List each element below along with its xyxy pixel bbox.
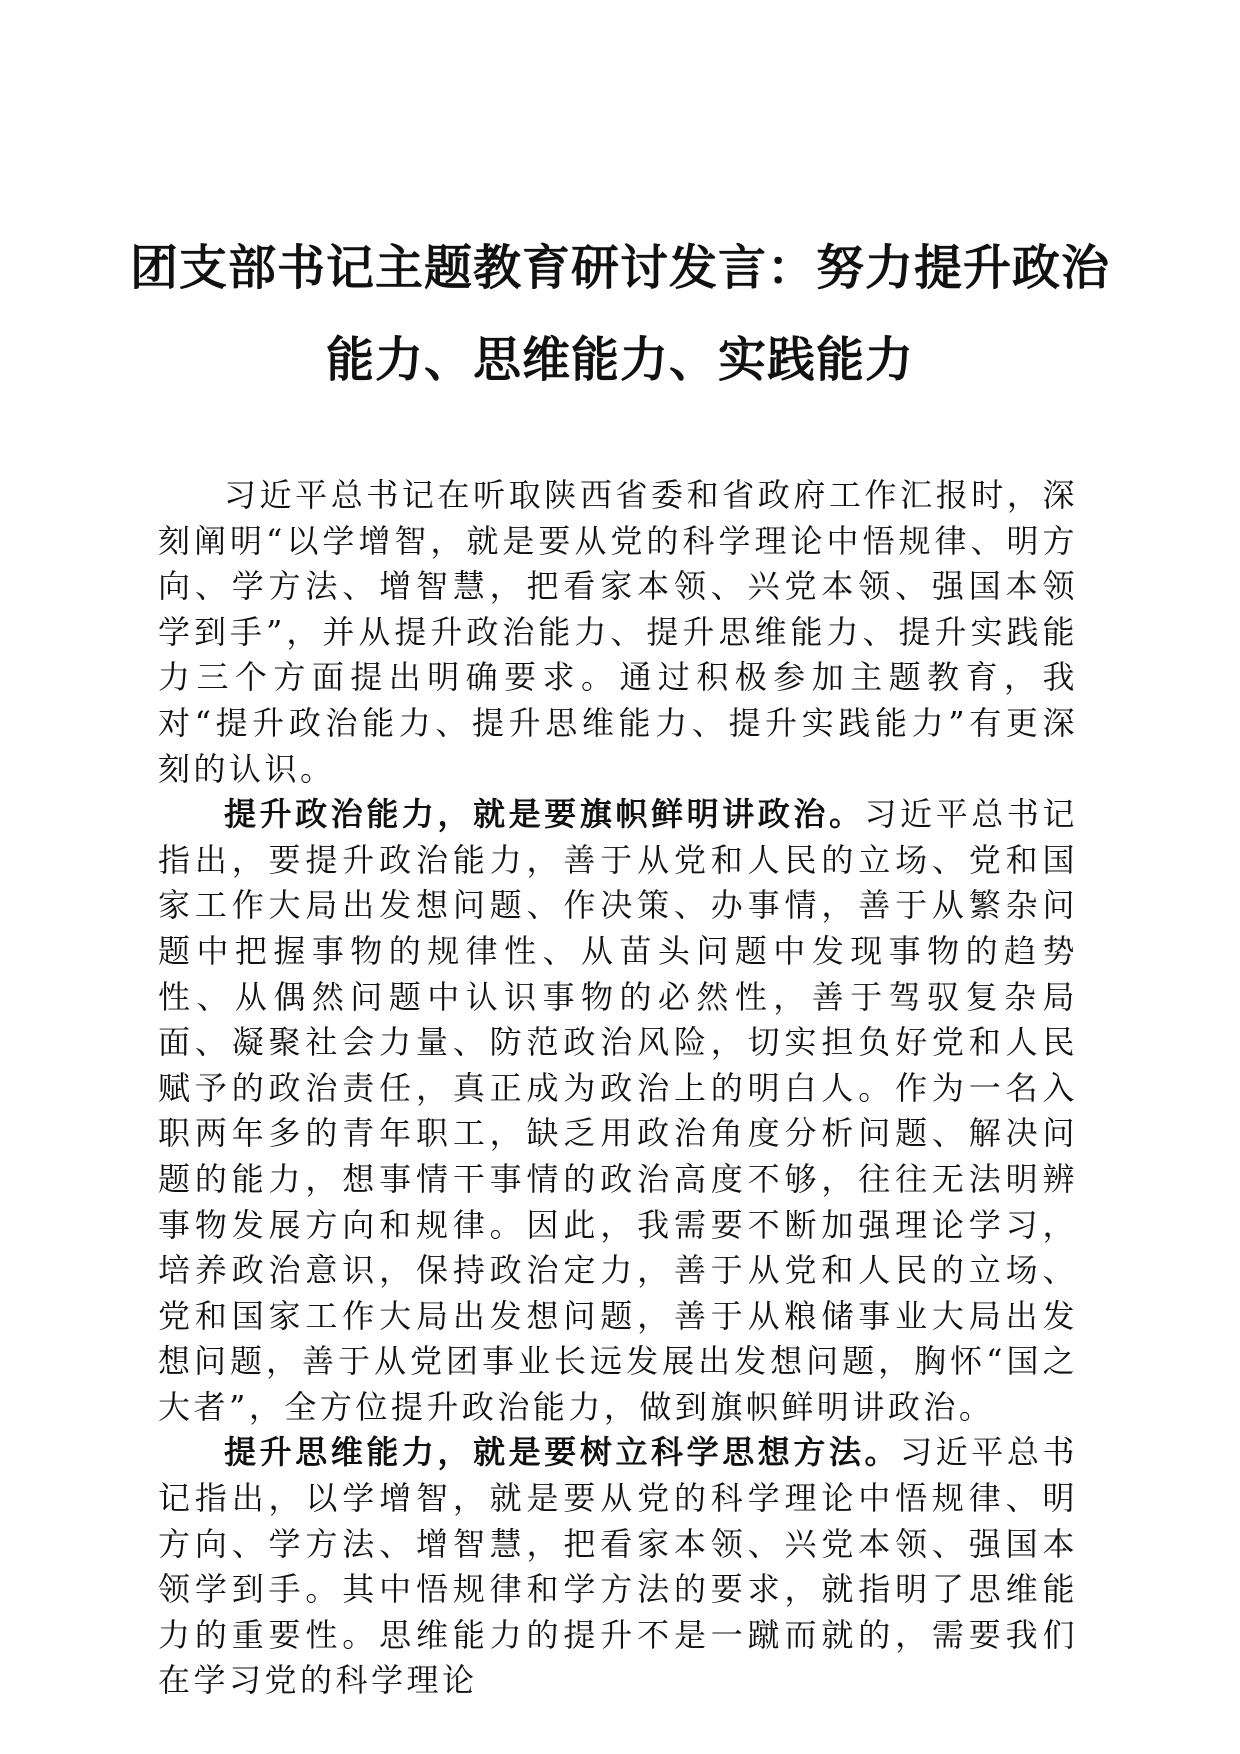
paragraph-text: 习近平总书记在听取陕西省委和省政府工作汇报时，深刻阐明“以学增智，就是要从党的科学理论中悟规律、明方向、学方法、增智慧，把看家本领、兴党本领、强国本领学到手”，并从提升政治能力、提升思维能力、提升实践能力三个方面提出明确要求。通过积极参加主题教育，我对“提升政治能力、提升思维能力、提升实践能力”有更深刻的认识。 (158, 476, 1078, 788)
paragraph-political-ability (158, 792, 1078, 1430)
paragraph-text: 习近平总书记指出，要提升政治能力，善于从党和人民的立场、党和国家工作大局出发想问题、作决策、办事情，善于从繁杂问题中把握事物的规律性、从苗头问题中发现事物的趋势性、从偶然问题中认识事物的必然性，善于驾驭复杂局面、凝聚社会力量、防范政治风险，切实担负好党和人民赋予的政治责任，真正成为政治上的明白人。作为一名入职两年多的青年职工，缺乏用政治角度分析问题、解决问题的能力，想事情干事情的政治高度不够，往往无法明辨事物发展方向和规律。因此，我需要不断加强理论学习，培养政治意识，保持政治定力，善于从党和人民的立场、党和国家工作大局出发想问题，善于从粮储事业大局出发想问题，善于从党团事业长远发展出发想问题，胸怀“国之大者”，全方位提升政治能力，做到旗帜鲜明讲政治。 (158, 795, 1078, 1426)
paragraph-lead: 提升政治能力，就是要旗帜鲜明讲政治。 (224, 795, 865, 834)
paragraph-intro (158, 473, 1078, 792)
title-line-2: 能力、思维能力、实践能力 (325, 332, 914, 388)
document-title (130, 222, 1110, 406)
paragraph-thinking-ability (158, 1430, 1078, 1704)
paragraph-text: 习近平总书记指出，以学增智，就是要从党的科学理论中悟规律、明方向、学方法、增智慧，把看家本领、兴党本领、强国本领学到手。其中悟规律和学方法的要求，就指明了思维能力的重要性。思维能力的提升不是一蹴而就的，需要我们在学习党的科学理论 (158, 1433, 1078, 1700)
document-body (158, 473, 1078, 1704)
paragraph-lead: 提升思维能力，就是要树立科学思想方法。 (224, 1433, 901, 1472)
title-line-1: 团支部书记主题教育研讨发言：努力提升政治 (130, 240, 1111, 296)
